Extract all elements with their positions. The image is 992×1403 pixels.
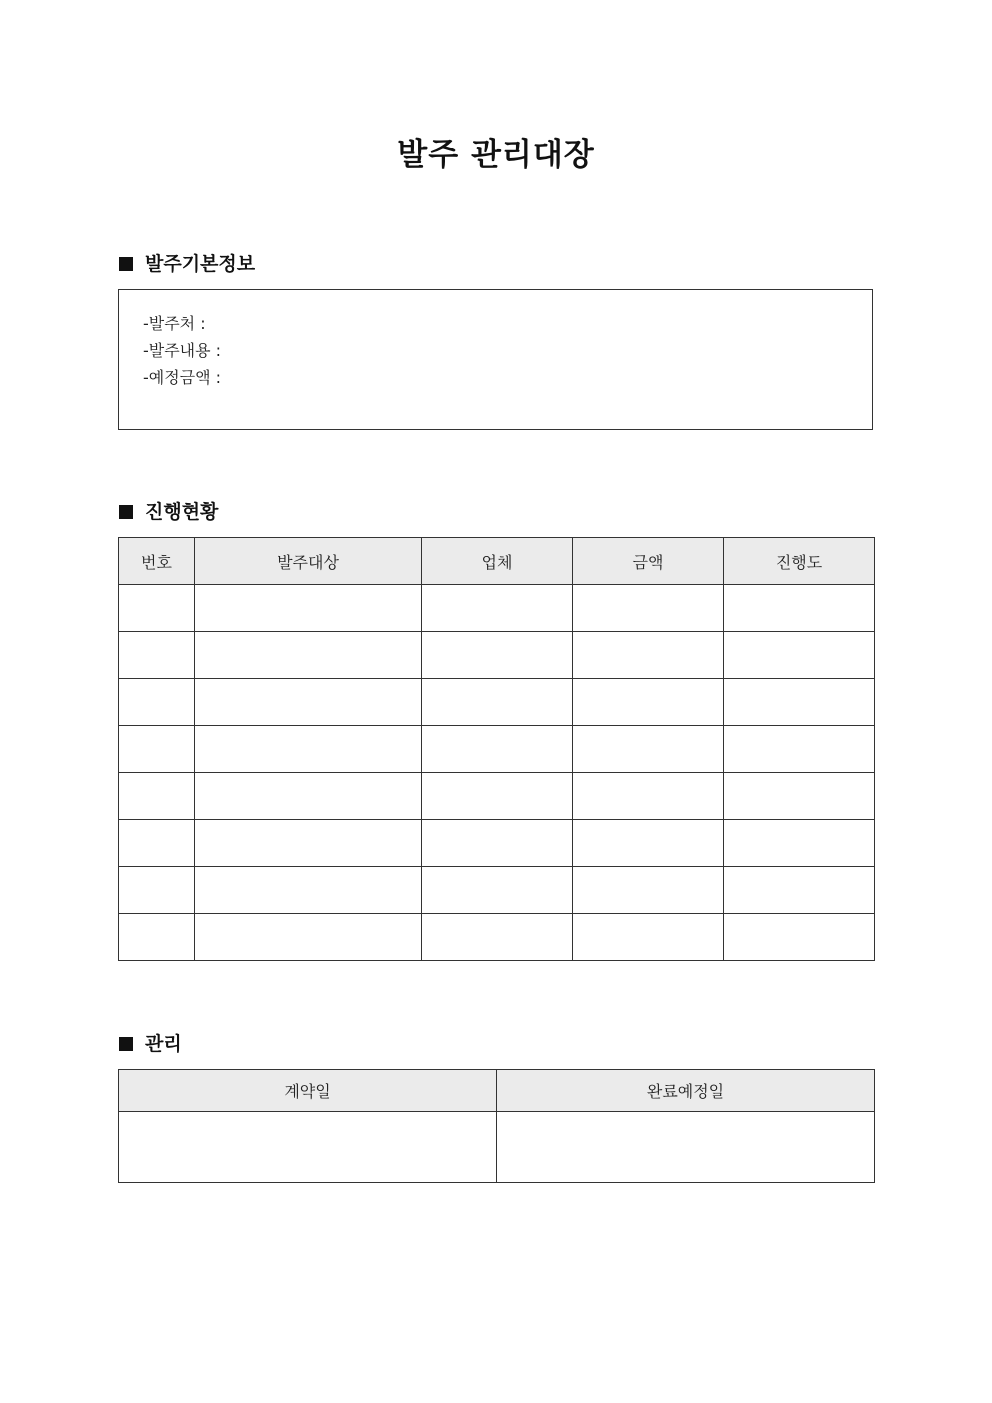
table-cell-progress[interactable]	[724, 773, 875, 820]
table-header-row	[119, 1070, 875, 1112]
section-heading-label: 관리	[145, 1033, 182, 1055]
table-cell-progress[interactable]	[724, 679, 875, 726]
table-cell-amount[interactable]	[573, 820, 724, 867]
column-header-contract-date: 계약일	[119, 1070, 497, 1112]
table-cell-number[interactable]	[119, 867, 195, 914]
table-cell-amount[interactable]	[573, 679, 724, 726]
column-header-order-target: 발주대상	[195, 538, 422, 585]
square-bullet-icon	[119, 505, 133, 519]
section-heading-label: 진행현황	[145, 501, 219, 523]
table-cell-order-target[interactable]	[195, 726, 422, 773]
section-heading-basic-info	[119, 251, 255, 277]
table-cell-vendor[interactable]	[422, 820, 573, 867]
table-row	[119, 1112, 875, 1183]
table-row	[119, 726, 875, 773]
table-cell-order-target[interactable]	[195, 867, 422, 914]
table-row	[119, 914, 875, 961]
column-header-vendor: 업체	[422, 538, 573, 585]
table-cell-order-target[interactable]	[195, 585, 422, 632]
table-cell-progress[interactable]	[724, 867, 875, 914]
table-cell-number[interactable]	[119, 773, 195, 820]
table-cell-amount[interactable]	[573, 585, 724, 632]
column-header-amount: 금액	[573, 538, 724, 585]
table-cell-vendor[interactable]	[422, 726, 573, 773]
table-cell-progress[interactable]	[724, 820, 875, 867]
table-cell-amount[interactable]	[573, 632, 724, 679]
table-cell-progress[interactable]	[724, 632, 875, 679]
table-cell-order-target[interactable]	[195, 679, 422, 726]
table-cell-order-target[interactable]	[195, 632, 422, 679]
table-cell-vendor[interactable]	[422, 914, 573, 961]
table-cell-number[interactable]	[119, 585, 195, 632]
section-heading-label: 발주기본정보	[145, 253, 256, 275]
table-cell-order-target[interactable]	[195, 820, 422, 867]
table-row	[119, 820, 875, 867]
management-table	[118, 1069, 875, 1183]
table-cell-number[interactable]	[119, 679, 195, 726]
table-cell-amount[interactable]	[573, 726, 724, 773]
info-line-supplier[interactable]: -발주처 :	[143, 314, 206, 333]
progress-table-body	[119, 585, 875, 961]
square-bullet-icon	[119, 1037, 133, 1051]
page-title: 발주 관리대장	[397, 137, 595, 173]
table-cell-order-target[interactable]	[195, 773, 422, 820]
column-header-expected-completion-date: 완료예정일	[497, 1070, 875, 1112]
table-cell-vendor[interactable]	[422, 632, 573, 679]
info-line-estimated-amount[interactable]: -예정금액 :	[143, 368, 222, 387]
table-row	[119, 679, 875, 726]
table-cell-progress[interactable]	[724, 585, 875, 632]
table-header-row	[119, 538, 875, 585]
basic-info-box	[118, 289, 873, 430]
table-cell-order-target[interactable]	[195, 914, 422, 961]
table-cell-amount[interactable]	[573, 914, 724, 961]
table-cell-number[interactable]	[119, 914, 195, 961]
info-line-order-content[interactable]: -발주내용 :	[143, 341, 222, 360]
table-cell-number[interactable]	[119, 726, 195, 773]
table-cell-number[interactable]	[119, 632, 195, 679]
table-cell-expected-completion-date[interactable]	[497, 1112, 875, 1183]
table-row	[119, 632, 875, 679]
progress-table	[118, 537, 875, 961]
table-row	[119, 867, 875, 914]
table-cell-vendor[interactable]	[422, 867, 573, 914]
section-heading-progress	[119, 499, 218, 525]
table-cell-amount[interactable]	[573, 773, 724, 820]
table-cell-vendor[interactable]	[422, 679, 573, 726]
column-header-number: 번호	[119, 538, 195, 585]
section-heading-management	[119, 1031, 182, 1057]
column-header-progress: 진행도	[724, 538, 875, 585]
table-cell-contract-date[interactable]	[119, 1112, 497, 1183]
table-row	[119, 773, 875, 820]
table-cell-vendor[interactable]	[422, 585, 573, 632]
table-cell-number[interactable]	[119, 820, 195, 867]
table-cell-progress[interactable]	[724, 914, 875, 961]
table-row	[119, 585, 875, 632]
table-cell-progress[interactable]	[724, 726, 875, 773]
table-cell-amount[interactable]	[573, 867, 724, 914]
table-cell-vendor[interactable]	[422, 773, 573, 820]
square-bullet-icon	[119, 257, 133, 271]
